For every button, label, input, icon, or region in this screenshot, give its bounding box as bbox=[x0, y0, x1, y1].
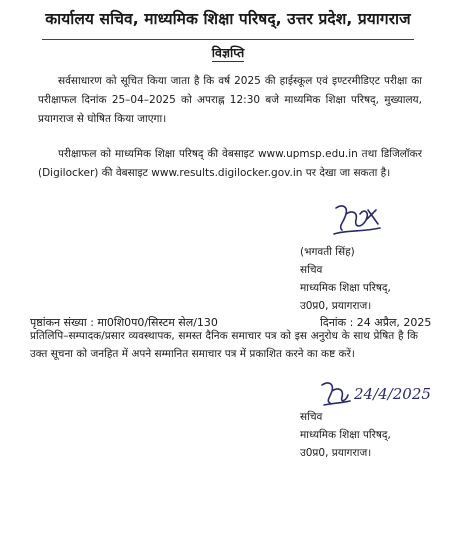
reference-number: पृष्ठांकन संख्या : मा0शि0प0/सिस्टम सेल/130 bbox=[30, 316, 218, 329]
signatory-name: (भगवती सिंह) bbox=[300, 246, 355, 258]
signatory-place: उ0प्र0, प्रयागराज। bbox=[300, 300, 372, 312]
notice-paragraph-1 bbox=[38, 72, 422, 129]
copy-forward-note bbox=[30, 327, 418, 363]
signature-2 bbox=[318, 377, 431, 409]
paragraph-2-text: परीक्षाफल को माध्यमिक शिक्षा परिषद् की वेबसाइट www.upmsp.edu.in तथा डिजिलॉकर (Digilocker) की वेबसाइट www.results.digilocker.gov.in पर देखा जा सकता है। bbox=[38, 148, 422, 179]
reference-date: दिनांक : 24 अप्रैल, 2025 bbox=[320, 316, 432, 329]
notice-heading-text: विज्ञप्ति bbox=[211, 45, 245, 60]
signatory-designation: सचिव bbox=[300, 264, 323, 276]
signatory-block-1 bbox=[300, 243, 391, 315]
signature-1 bbox=[328, 198, 388, 240]
notice-heading bbox=[0, 44, 456, 61]
signatory-2-org: माध्यमिक शिक्षा परिषद्, bbox=[300, 429, 391, 441]
copy-note-text: प्रतिलिपि–सम्पादक/प्रसार व्यवस्थापक, समस्त दैनिक समाचार पत्र को इस अनुरोध के साथ प्रेषित है कि उक्त सूचना को जनहित में अपने सम्मानित समाचार पत्र में प्रकाशित करने का कष्ट करें। bbox=[30, 330, 418, 360]
signatory-org: माध्यमिक शिक्षा परिषद्, bbox=[300, 282, 391, 294]
title-underline bbox=[42, 39, 414, 40]
signatory-2-place: उ0प्र0, प्रयागराज। bbox=[300, 447, 372, 459]
signatory-2-designation: सचिव bbox=[300, 411, 323, 423]
notice-paragraph-2 bbox=[38, 145, 422, 183]
signatory-block-2 bbox=[300, 408, 391, 462]
paragraph-1-text: सर्वसाधारण को सूचित किया जाता है कि वर्ष 2025 की हाईस्कूल एवं इण्टरमीडिएट परीक्षा का परीक्षाफल दिनांक 25–04–2025 को अपराह्न 12:30 बजे माध्यमिक शिक्षा परिषद्, मुख्यालय, प्रयागराज से घोषित किया जाएगा। bbox=[38, 75, 422, 125]
office-title bbox=[20, 6, 436, 32]
handwritten-date: 24/4/2025 bbox=[354, 385, 431, 403]
office-title-text: कार्यालय सचिव, माध्यमिक शिक्षा परिषद्, उत्तर प्रदेश, प्रयागराज bbox=[45, 10, 411, 28]
